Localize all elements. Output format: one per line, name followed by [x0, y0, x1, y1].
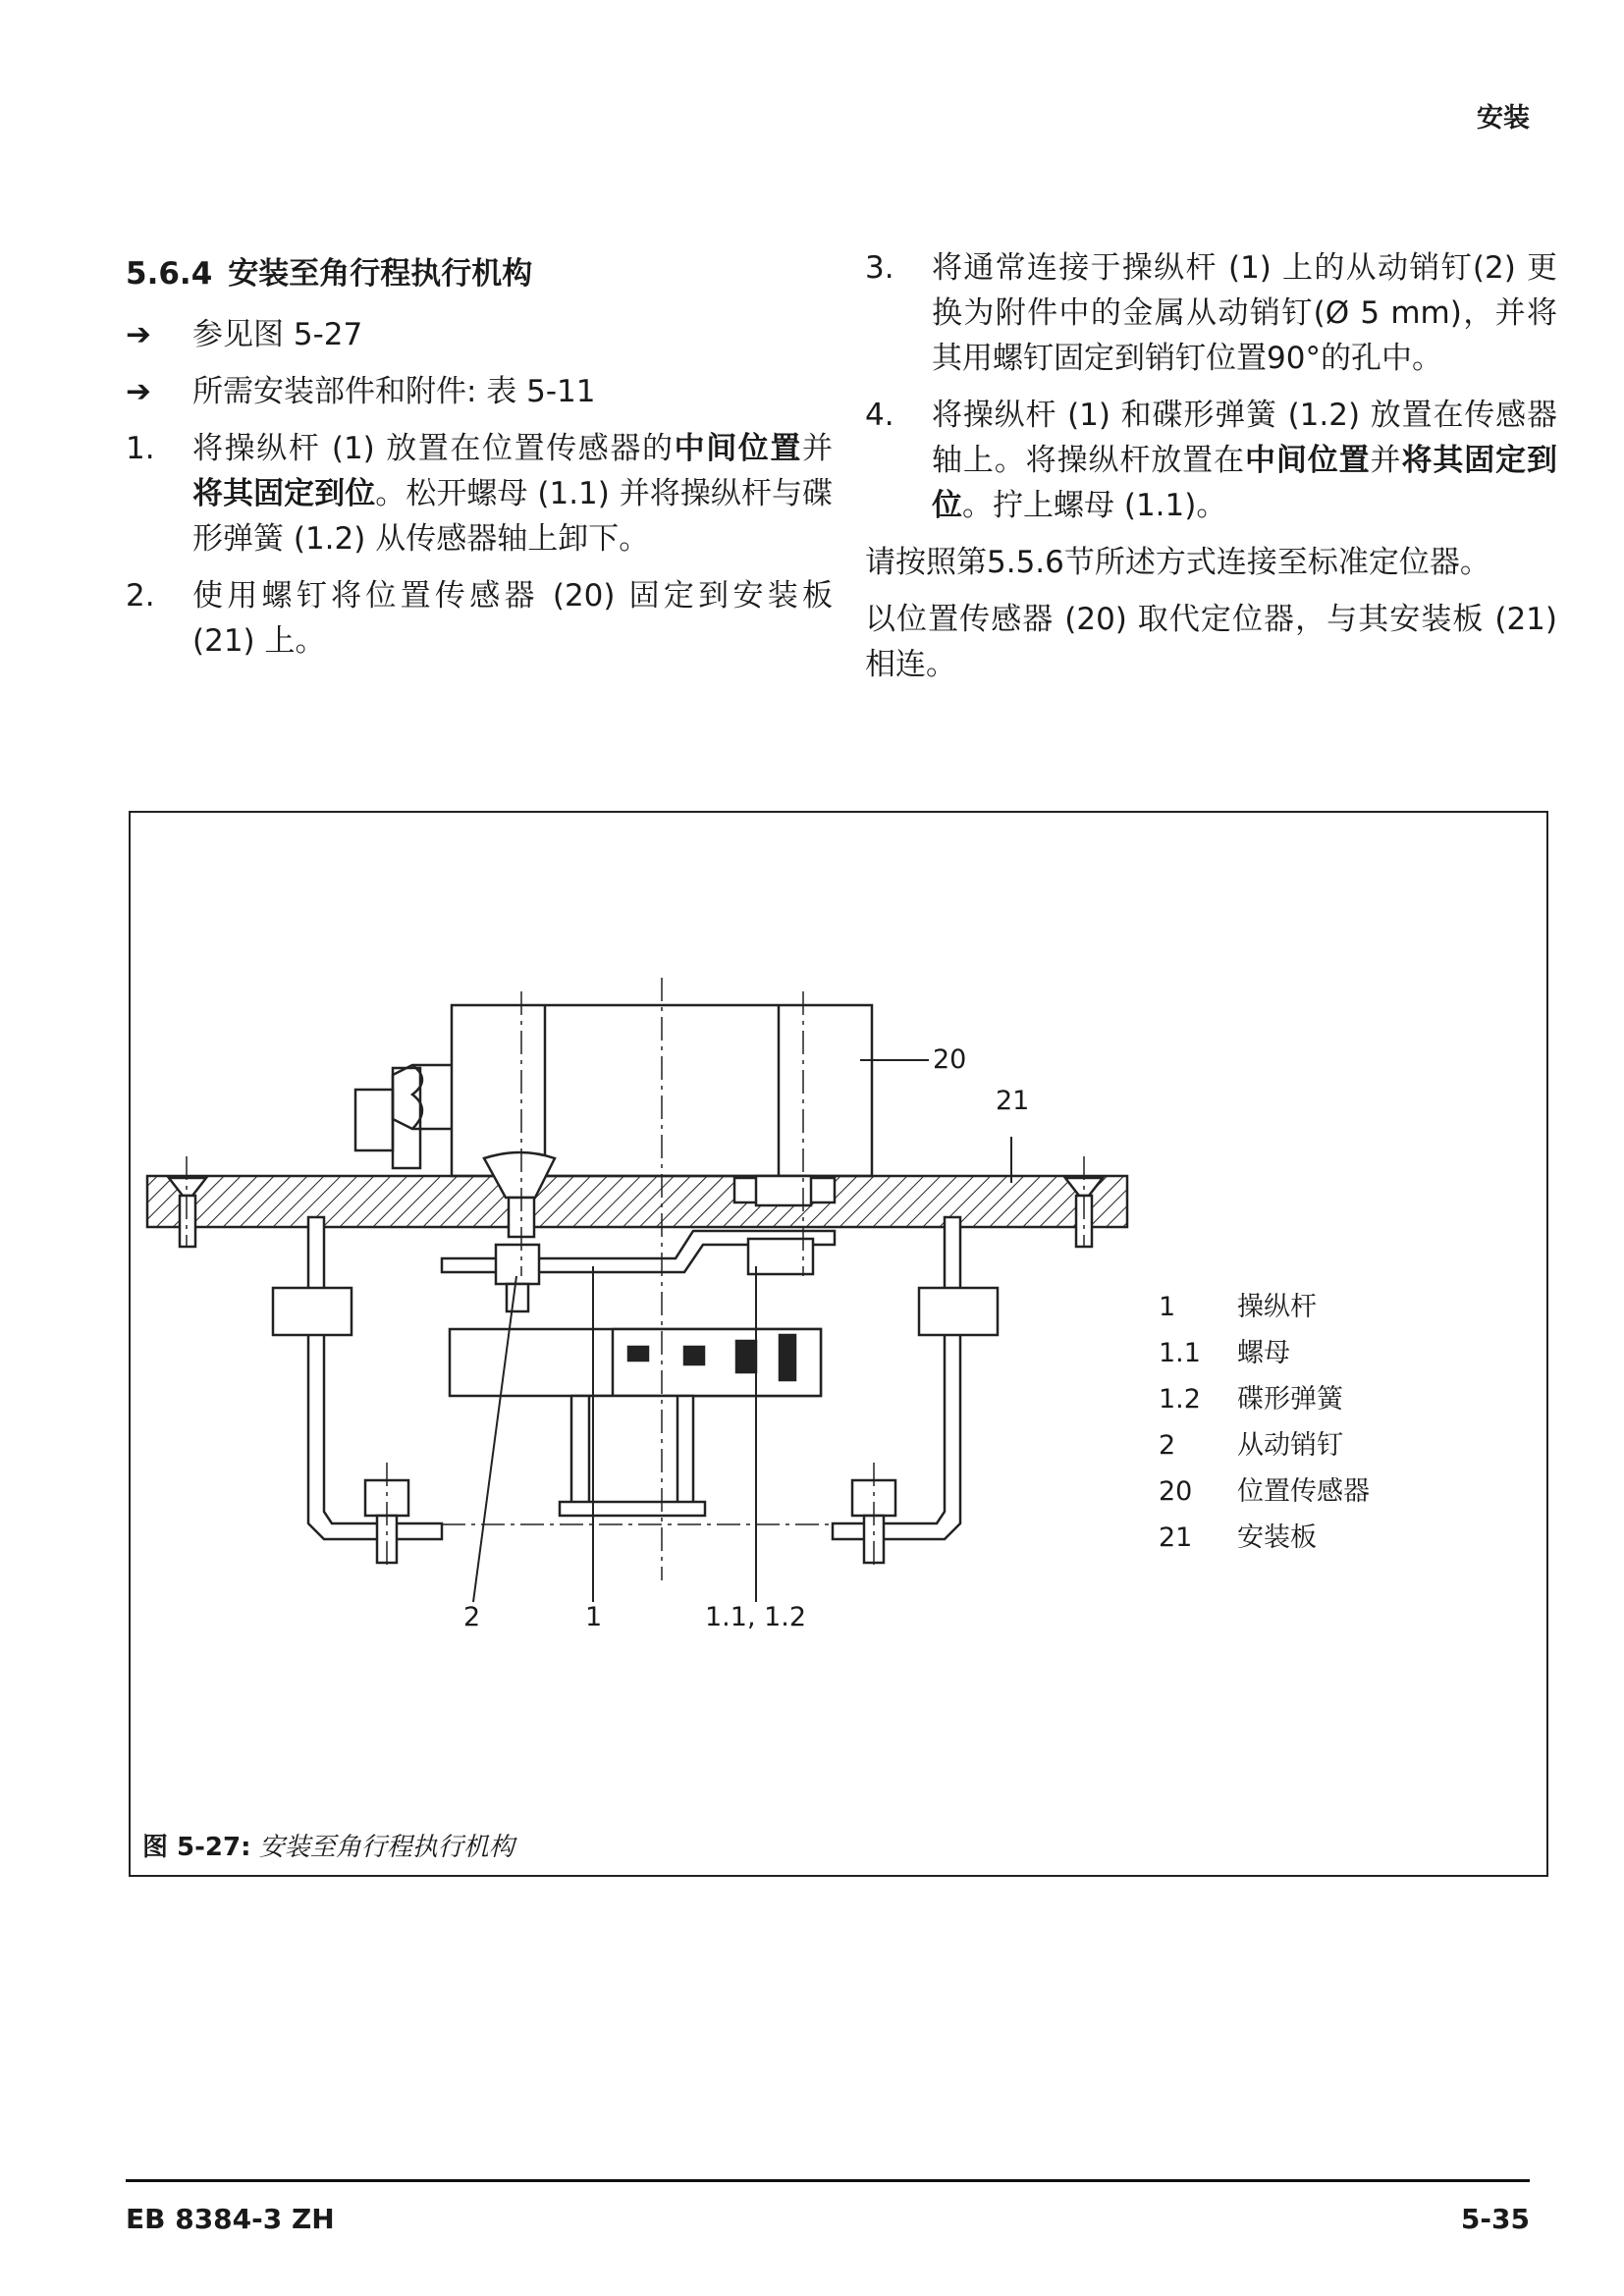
- figure-legend: [1159, 1284, 1370, 1561]
- document-id: EB 8384-3 ZH: [126, 2203, 335, 2235]
- page-number: 5-35: [1460, 2203, 1530, 2235]
- step-text: 使用螺钉将位置传感器 (20) 固定到安装板 (21) 上。: [192, 578, 833, 659]
- step-1: [126, 426, 833, 561]
- section-title-text: 安装至角行程执行机构: [228, 256, 533, 292]
- step-3: [865, 245, 1557, 381]
- legend-item: 1.1 螺母: [1159, 1338, 1290, 1368]
- figure-caption-label: 图 5-27:: [142, 1833, 251, 1862]
- reference-item: [126, 369, 833, 414]
- reference-text: 所需安装部件和附件: 表 5-11: [192, 374, 596, 409]
- section-title: [126, 251, 833, 296]
- step-number: 4.: [865, 398, 894, 433]
- callout-1: 1: [585, 1602, 603, 1632]
- arrow-icon: ➔: [126, 317, 151, 352]
- step-text: 将操纵杆 (1) 放置在位置传感器的中间位置并将其固定到位。松开螺母 (1.1) 并将操纵杆与碟形弹簧 (1.2) 从传感器轴上卸下。: [192, 431, 834, 557]
- section-number: 5.6.4: [126, 256, 213, 292]
- callout-2: 2: [463, 1602, 481, 1632]
- legend-item: 1 操纵杆: [1159, 1292, 1317, 1322]
- legend-item: 2 从动销钉: [1159, 1430, 1343, 1461]
- paragraph: 以位置传感器 (20) 取代定位器，与其安装板 (21) 相连。: [865, 602, 1557, 682]
- callout-1-1-1-2: 1.1, 1.2: [705, 1602, 807, 1632]
- footer-divider: [126, 2179, 1530, 2182]
- figure-caption: [142, 1827, 514, 1863]
- callout-20: 20: [933, 1044, 967, 1075]
- step-text: 将通常连接于操纵杆 (1) 上的从动销钉(2) 更换为附件中的金属从动销钉(Ø 5 mm)，并将其用螺钉固定到销钉位置90°的孔中。: [932, 250, 1557, 376]
- step-number: 1.: [126, 431, 155, 466]
- left-column: [126, 251, 833, 675]
- right-column: [865, 245, 1557, 699]
- step-number: 2.: [126, 578, 155, 614]
- step-2: [126, 573, 833, 664]
- legend-item: 1.2 碟形弹簧: [1159, 1384, 1343, 1415]
- arrow-icon: ➔: [126, 374, 151, 409]
- callout-21: 21: [996, 1086, 1030, 1116]
- step-number: 3.: [865, 250, 894, 286]
- step-text: 将操纵杆 (1) 和碟形弹簧 (1.2) 放置在传感器轴上。将操纵杆放置在中间位置并将其固定到位。拧上螺母 (1.1)。: [932, 398, 1558, 523]
- chapter-heading: 安装: [1477, 103, 1530, 133]
- figure-caption-text: 安装至角行程执行机构: [258, 1833, 514, 1862]
- paragraph: 请按照第5.5.6节所述方式连接至标准定位器。: [865, 545, 1490, 580]
- legend-item: 21 安装板: [1159, 1522, 1317, 1553]
- reference-item: [126, 312, 833, 357]
- reference-text: 参见图 5-27: [192, 317, 363, 352]
- step-4: [865, 393, 1557, 528]
- legend-item: 20 位置传感器: [1159, 1476, 1370, 1507]
